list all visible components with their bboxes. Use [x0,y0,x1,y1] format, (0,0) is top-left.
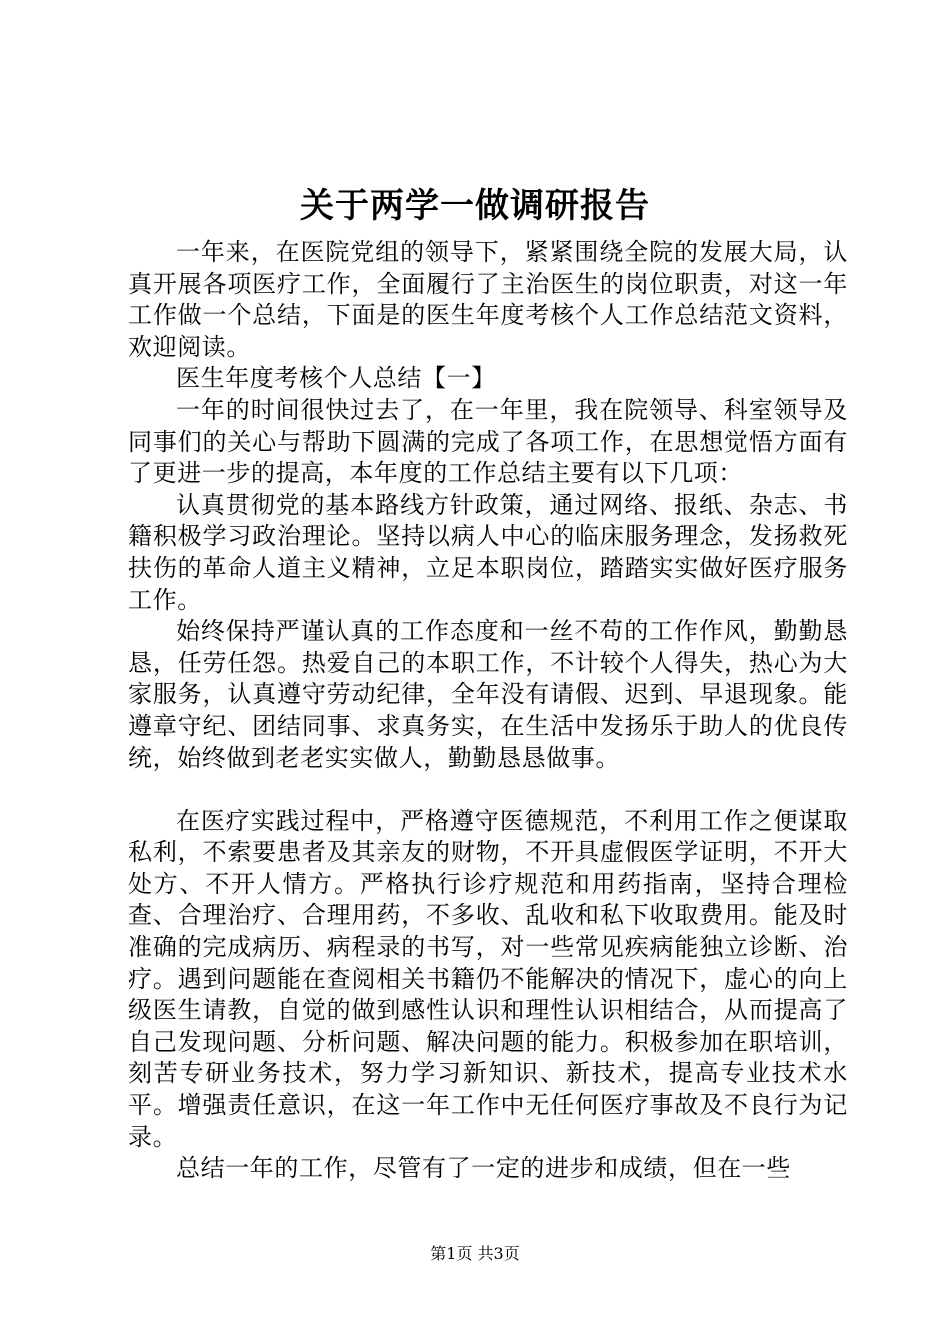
page-footer: 第1页 共3页 [430,1244,520,1263]
body-paragraph: 总结一年的工作，尽管有了一定的进步和成绩，但在一些 [176,1154,791,1183]
intro-paragraph: 一年来，在医院党组的领导下，紧紧围绕全院的发展大局，认真开展各项医疗工作，全面履行了主治医生的岗位职责，对这一年工作做一个总结，下面是的医生年度考核个人工作总结范文资料，欢迎阅读。 [128,238,848,361]
body-paragraph: 一年的时间很快过去了，在一年里，我在院领导、科室领导及同事们的关心与帮助下圆满的完成了各项工作，在思想觉悟方面有了更进一步的提高，本年度的工作总结主要有以下几项： [128,395,848,488]
body-paragraph: 始终保持严谨认真的工作态度和一丝不苟的工作作风，勤勤恳恳，任劳任怨。热爱自己的本职工作，不计较个人得失，热心为大家服务，认真遵守劳动纪律，全年没有请假、迟到、早退现象。能遵章守纪、团结同事、求真务实，在生活中发扬乐于助人的优良传统，始终做到老老实实做人，勤勤恳恳做事。 [128,617,848,772]
section-heading: 医生年度考核个人总结【一】 [176,364,496,393]
body-paragraph: 在医疗实践过程中，严格遵守医德规范，不利用工作之便谋取私利，不索要患者及其亲友的财物，不开具虚假医学证明，不开大处方、不开人情方。严格执行诊疗规范和用药指南，坚持合理检查、合理治疗、合理用药，不多收、乱收和私下收取费用。能及时准确的完成病历、病程录的书写，对一些常见疾病能独立诊断、治疗。遇到问题能在查阅相关书籍仍不能解决的情况下，虚心的向上级医生请教，自觉的做到感性认识和理性认识相结合，从而提高了自己发现问题、分析问题、解决问题的能力。积极参加在职培训，刻苦专研业务技术，努力学习新知识、新技术，提高专业技术水平。增强责任意识，在这一年工作中无任何医疗事故及不良行为记录。 [128,806,848,1151]
document-body [128,237,848,1185]
body-paragraph: 认真贯彻党的基本路线方针政策，通过网络、报纸、杂志、书籍积极学习政治理论。坚持以病人中心的临床服务理念，发扬救死扶伤的革命人道主义精神，立足本职岗位，踏踏实实做好医疗服务工作。 [128,490,848,614]
blank-line [128,774,848,806]
document-title: 关于两学一做调研报告 [300,186,650,226]
